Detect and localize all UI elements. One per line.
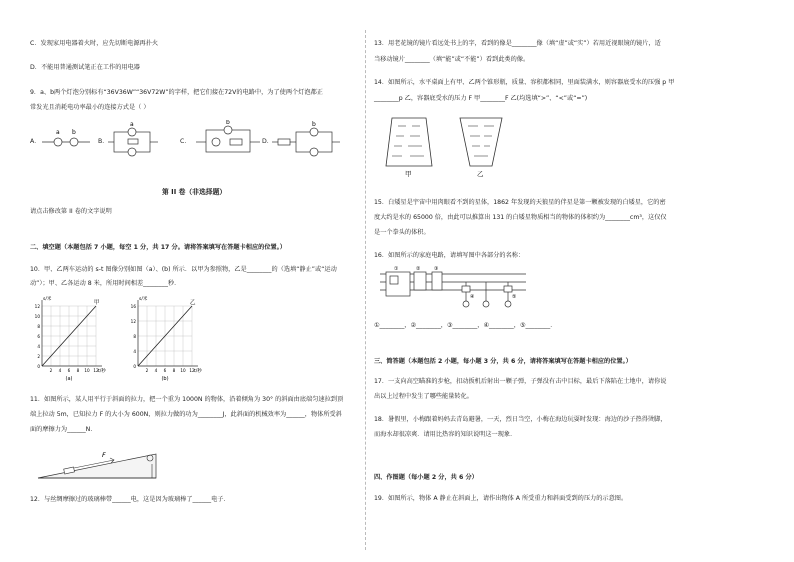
graph-a-ytick: 2 bbox=[37, 354, 40, 359]
option-d-label: D． bbox=[262, 138, 273, 145]
circuit-a-lamp-a: a bbox=[56, 129, 60, 136]
cups-figure bbox=[374, 112, 534, 178]
right-column bbox=[374, 0, 770, 562]
graph-a-ytick: 12 bbox=[34, 304, 40, 309]
graph-b-ytick: 16 bbox=[130, 304, 136, 309]
graph-b-xtick: 4 bbox=[154, 368, 158, 373]
part-1-title: 二、填空题（本题包括 7 小题，每空 1 分，共 17 分。请将答案填写在答题卡相应的位置。） bbox=[30, 244, 286, 251]
section-2-note: 请点击修改第 II 卷的文字说明 bbox=[30, 208, 112, 215]
graph-b-xtick: 12 bbox=[189, 368, 195, 373]
q19: 19．如图所示，物体 A 静止在斜面上，请作出物体 A 所受重力和斜面受到的压力的示意图。 bbox=[374, 495, 628, 502]
q10-line2: 动”）；甲、乙各运动 8 米，所用时间相差________秒． bbox=[30, 280, 181, 287]
circuit-num-2: ② bbox=[416, 266, 421, 272]
st-graphs bbox=[30, 294, 230, 386]
circuit-options-figure bbox=[30, 120, 360, 160]
circuit-num-5: ⑤ bbox=[512, 294, 517, 300]
q15-line1: 15．白矮星是宇宙中用肉眼看不到的星体，1862 年发现的天狼星的伴星是第一颗被发现的白矮星，它的密 bbox=[374, 199, 666, 206]
q11-line3: 面的摩擦力为______N． bbox=[30, 426, 97, 433]
graph-b-xtick: 6 bbox=[163, 368, 167, 373]
q11-line2: 端上拉动 5m，已知拉力 F 的大小为 600N，则拉力做的功为________J，此斜面的机械效率为______，物体所受斜 bbox=[30, 411, 342, 418]
q17-line2: 出以上过程中发生了哪些能量转化。 bbox=[374, 393, 473, 400]
graph-a-name: 甲 bbox=[94, 300, 100, 306]
circuit-d-lamp-b: b bbox=[312, 121, 316, 128]
q10-line1: 10．甲、乙两车运动的 s-t 图像分别如图（a）、(b) 所示．以甲为参照物，乙是________的（选填“静止”或“运动 bbox=[30, 266, 337, 273]
graph-a-ytick: 8 bbox=[37, 324, 40, 329]
column-divider bbox=[365, 30, 366, 550]
graph-b-xtick: 8 bbox=[172, 368, 176, 373]
part-4-title: 四、作图题（每小题 2 分，共 6 分） bbox=[374, 474, 478, 481]
graph-b-xtick: 10 bbox=[180, 368, 186, 373]
q16: 16．如图所示的家庭电路，请填写图中各部分的名称： bbox=[374, 252, 525, 259]
circuit-num-3: ③ bbox=[434, 266, 439, 272]
q13-line2: 当移动镜片________（填“能”或“不能”）看到此类的像。 bbox=[374, 56, 530, 63]
option-b-label: B． bbox=[98, 138, 109, 145]
q9-line1: 9．a、b两个灯泡分别标有“36V36W”“36V72W”的字样，把它们接在72V的电路中，为了使两个灯泡都正 bbox=[30, 89, 323, 96]
q17-line1: 17．一支向高空瞄准的步枪，扣动扳机后射出一颗子弹，子弹没有击中目标，最后下落陷在土地中，请你说 bbox=[374, 378, 667, 385]
graph-b-name: 乙 bbox=[190, 300, 196, 306]
graph-a-caption: (a) bbox=[65, 376, 73, 382]
q14-line2: ________p 乙，容器底受水的压力 F 甲________F 乙(均选填“>”、“<”或“=”) bbox=[374, 95, 588, 102]
graph-b-caption: (b) bbox=[161, 376, 169, 382]
graph-a-xtick: 12 bbox=[93, 368, 99, 373]
circuit-a-lamp-b: b bbox=[72, 129, 76, 136]
q13-line1: 13．用老花镜的镜片看远处书上的字，看到的像是________像（填“虚”或“实”）若用近视眼镜的镜片，适 bbox=[374, 40, 661, 47]
graph-b-xlabel: t/秒 bbox=[194, 369, 202, 374]
q12: 12．与丝绸摩擦过的玻璃棒带______电，这是因为玻璃棒了______电子． bbox=[30, 496, 230, 503]
circuit-b-lamp-a: a bbox=[130, 121, 134, 128]
q11-line1: 11．如图所示，某人用平行于斜面的拉力，把一个重为 1000N 的物体，沿着倾角为 30° 的斜面由底端匀速拉到顶 bbox=[30, 396, 344, 403]
circuit-num-4: ④ bbox=[470, 294, 475, 300]
graph-a-ytick: 4 bbox=[37, 344, 40, 349]
graph-b-ytick: 12 bbox=[130, 319, 136, 324]
household-circuit-figure bbox=[374, 264, 534, 318]
graph-b-ytick: 0 bbox=[133, 364, 136, 369]
graph-a-ytick: 10 bbox=[34, 314, 40, 319]
q8-option-c: C．发现家用电器着火时，应先切断电源再扑火 bbox=[30, 40, 159, 47]
circuit-num-1: ① bbox=[394, 266, 399, 272]
graph-a-ytick: 6 bbox=[37, 334, 40, 339]
graph-a bbox=[35, 295, 107, 382]
cup-yi-label: 乙 bbox=[477, 170, 484, 178]
cup-jia-label: 甲 bbox=[405, 170, 412, 178]
q18-line2: 而海水却很凉爽．请用比热容的知识说明这一现象． bbox=[374, 431, 517, 438]
graph-a-xlabel: t/秒 bbox=[98, 369, 106, 374]
left-column bbox=[30, 0, 360, 562]
option-c-label: C． bbox=[180, 138, 191, 145]
q15-line3: 是一个拳头的体积。 bbox=[374, 229, 430, 236]
graph-a-ylabel: s/米 bbox=[43, 297, 52, 302]
option-a-label: A． bbox=[30, 138, 41, 145]
q16-blanks: ①________，②________，③________，④________，⑤________． bbox=[374, 322, 557, 329]
graph-b-ylabel: s/米 bbox=[139, 297, 148, 302]
graph-b-ytick: 4 bbox=[133, 349, 136, 354]
q18-line1: 18．暑假里，小梅跟着妈妈去青岛避暑，一天，烈日当空，小梅在海边玩耍时发现：海边的沙子热得烫脚， bbox=[374, 416, 667, 423]
graph-a-xtick: 6 bbox=[67, 368, 71, 373]
section-2-title: 第 II 卷（非选择题） bbox=[162, 188, 227, 196]
graph-a-ytick: 0 bbox=[37, 364, 40, 369]
force-f-label: F bbox=[102, 451, 106, 459]
q9-line2: 常发光且消耗电功率最小的连接方式是（ ） bbox=[30, 104, 150, 111]
graph-a-xtick: 8 bbox=[76, 368, 80, 373]
part-3-title: 三、简答题（本题包括 2 小题，每小题 3 分，共 6 分，请将答案填写在答题卡相应的位置。） bbox=[374, 358, 632, 365]
q14-line1: 14．如图所示，水平桌面上有甲、乙两个锥形瓶，质量、容积都相同，里面装满水，则容器底受水的压强 p 甲 bbox=[374, 79, 675, 86]
circuit-c-lamp-b: b bbox=[226, 120, 230, 126]
graph-a-xtick: 10 bbox=[84, 368, 90, 373]
q15-line2: 度大约是水的 65000 倍，由此可以推算出 131 的白矮星物质相当的物体的体积约为________cm³，这仅仅 bbox=[374, 214, 667, 221]
graph-a-xtick: 4 bbox=[58, 368, 62, 373]
graph-b-ytick: 8 bbox=[133, 334, 136, 339]
graph-b-xtick: 2 bbox=[145, 368, 149, 373]
incline-figure bbox=[30, 446, 170, 482]
graph-a-xtick: 2 bbox=[49, 368, 53, 373]
graph-b bbox=[131, 295, 203, 382]
q8-option-d: D．不能用普通测试笔正在工作的用电器 bbox=[30, 64, 140, 71]
